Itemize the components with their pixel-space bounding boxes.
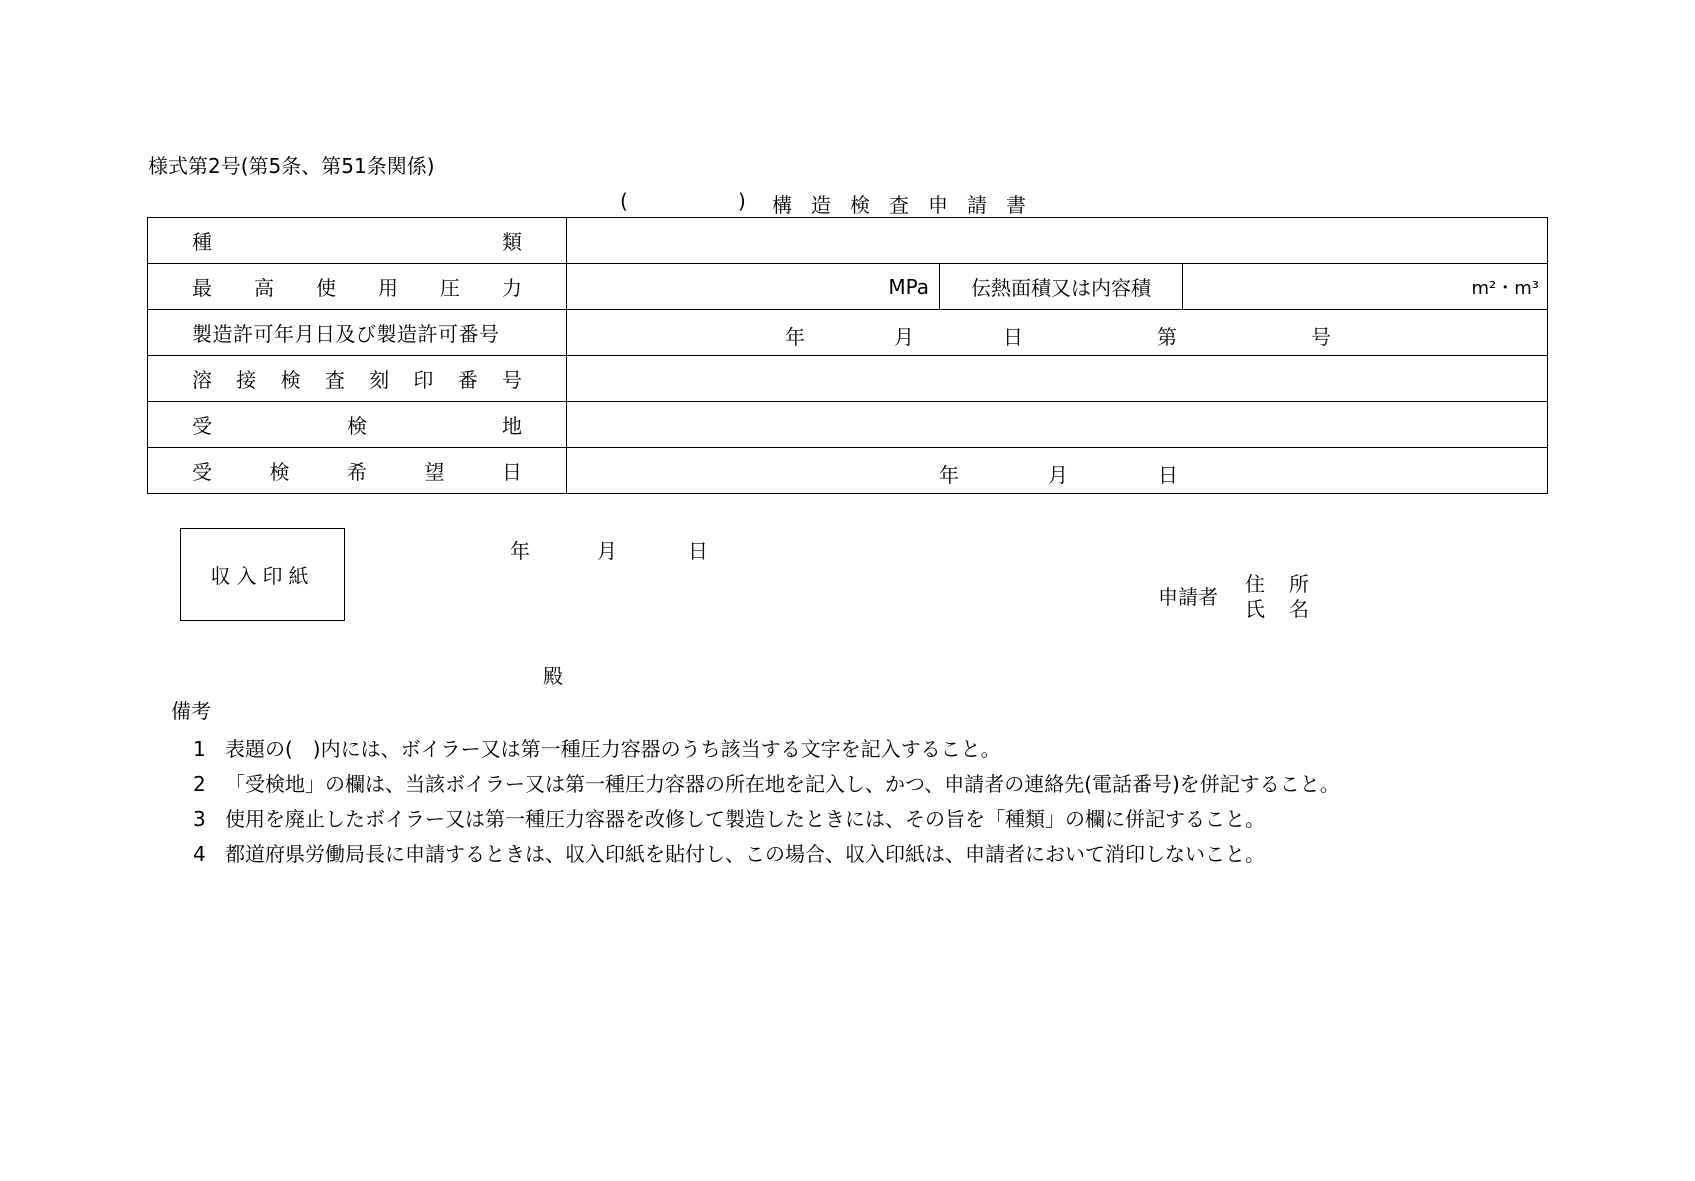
- row-max-pressure: [148, 264, 1548, 310]
- label-heat-area: 伝熱面積又は内容積: [939, 264, 1182, 309]
- unit-area-volume: m²・m³: [1471, 277, 1539, 299]
- note-text: 「受検地」の欄は、当該ボイラー又は第一種圧力容器の所在地を記入し、かつ、申請者の連絡先(電話番号)を併記すること。: [225, 772, 1340, 796]
- notes-heading: 備考: [171, 699, 211, 723]
- row-desired-date: [148, 448, 1548, 494]
- field-type[interactable]: [567, 218, 1548, 264]
- row-weld-stamp: [148, 356, 1548, 402]
- note-number: 4: [193, 842, 206, 866]
- label-desired-date: 受 検 希 望 日: [192, 460, 522, 484]
- sign-date-month: 月: [597, 539, 617, 563]
- title-paren-open: (: [620, 189, 628, 213]
- note-4: [193, 838, 1265, 867]
- form-title: [620, 189, 1080, 217]
- note-text: 表題の( )内には、ボイラー又は第一種圧力容器のうち該当する文字を記入すること。: [225, 737, 1001, 761]
- note-text: 都道府県労働局長に申請するときは、収入印紙を貼付し、この場合、収入印紙は、申請者において消印しないこと。: [225, 842, 1265, 866]
- note-1: [193, 733, 1001, 762]
- note-number: 3: [193, 807, 206, 831]
- field-heat-area[interactable]: [1182, 264, 1547, 309]
- label-manufacture-permit: 製造許可年月日及び製造許可番号: [192, 322, 500, 346]
- applicant-address-label: 住 所: [1245, 572, 1311, 596]
- application-table: [147, 217, 1548, 494]
- title-paren-close: ): [738, 189, 746, 213]
- title-text: 構造検査申請書: [772, 193, 1045, 217]
- revenue-stamp-box: [180, 528, 345, 621]
- sign-date-day: 日: [688, 539, 708, 563]
- field-manufacture-permit[interactable]: 年 月 日 第 号: [567, 310, 1548, 356]
- field-max-pressure[interactable]: [567, 264, 939, 309]
- applicant-name-label: 氏 名: [1245, 597, 1311, 621]
- note-number: 1: [193, 737, 206, 761]
- note-3: [193, 803, 1265, 832]
- label-max-pressure: 最 高 使 用 圧 力: [192, 276, 522, 300]
- unit-mpa: MPa: [888, 274, 929, 299]
- note-text: 使用を廃止したボイラー又は第一種圧力容器を改修して製造したときには、その旨を「種類」の欄に併記すること。: [225, 807, 1265, 831]
- row-inspection-site: [148, 402, 1548, 448]
- label-inspection-site: 受 検 地: [192, 414, 522, 438]
- label-weld-stamp: 溶 接 検 査 刻 印 番 号: [192, 368, 522, 392]
- applicant-label: 申請者: [1158, 585, 1218, 609]
- note-number: 2: [193, 772, 206, 796]
- row-manufacture-permit: [148, 310, 1548, 356]
- field-weld-stamp[interactable]: [567, 356, 1548, 402]
- form-number: 様式第2号(第5条、第51条関係): [148, 154, 435, 178]
- label-type: 種 類: [192, 230, 522, 254]
- sign-date-year: 年: [510, 539, 530, 563]
- field-desired-date[interactable]: 年 月 日: [567, 448, 1548, 494]
- note-2: [193, 768, 1340, 797]
- row-type: [148, 218, 1548, 264]
- revenue-stamp-label: 収入印紙: [210, 564, 315, 588]
- addressee-suffix: 殿: [543, 664, 563, 688]
- field-inspection-site[interactable]: [567, 402, 1548, 448]
